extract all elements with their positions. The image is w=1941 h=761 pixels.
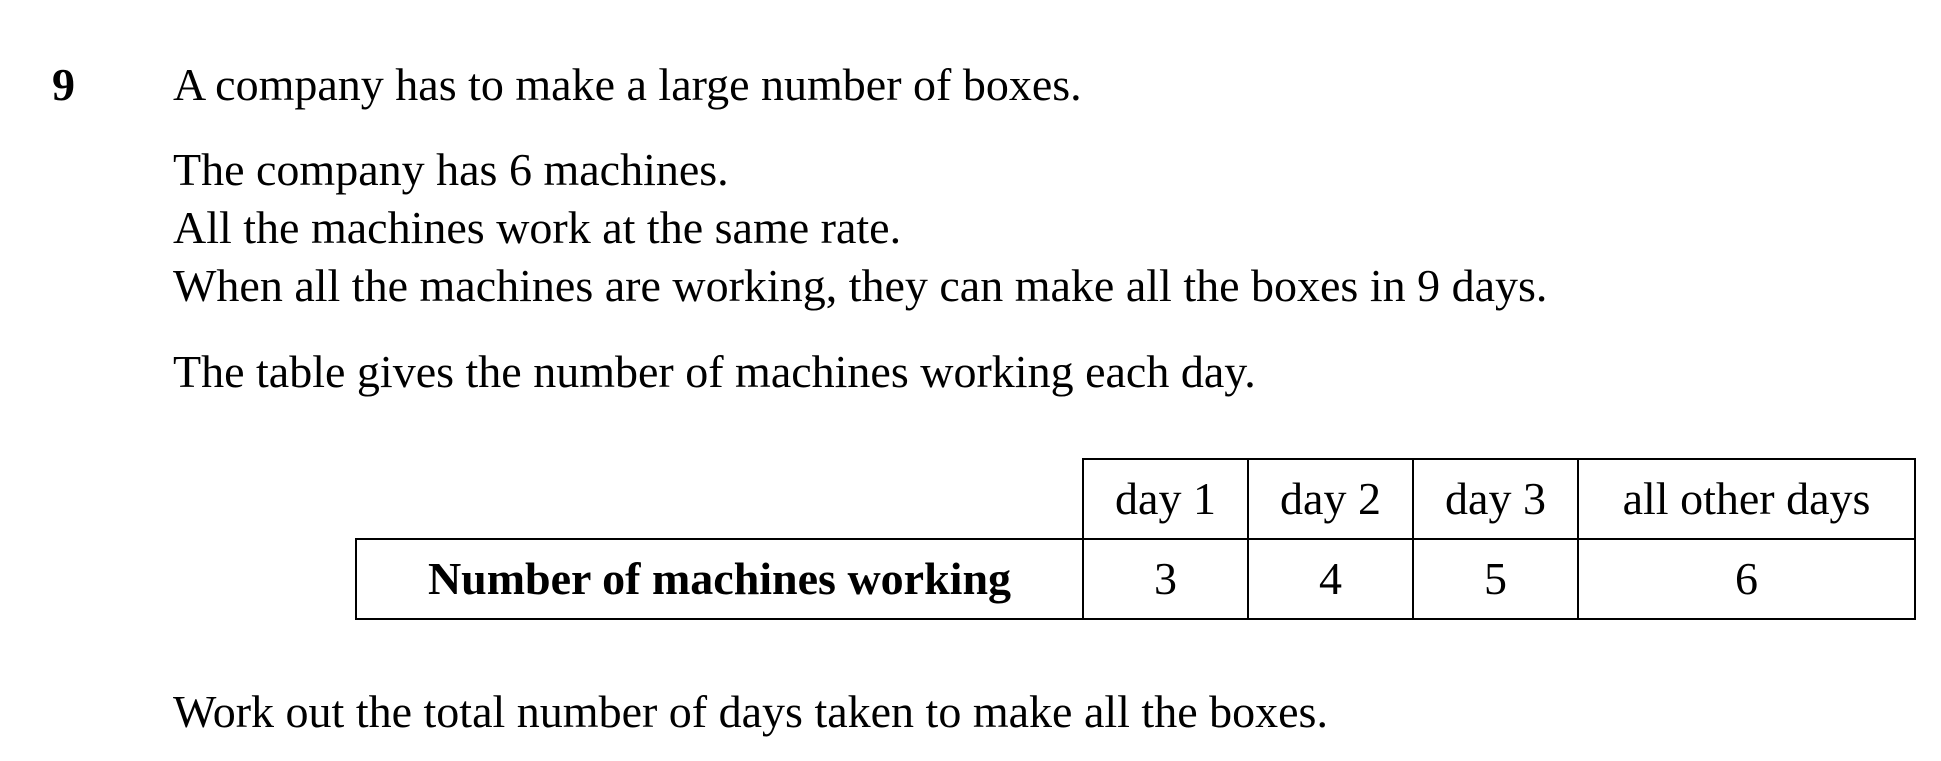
table-row [356, 539, 1915, 619]
question-text-line-1: A company has to make a large number of boxes. [173, 59, 1082, 110]
table-cell-day-2: 4 [1248, 539, 1413, 619]
question-text-line-5: The table gives the number of machines working each day. [173, 346, 1256, 397]
table-header-all-other-days: all other days [1578, 459, 1915, 539]
table-cell-day-1: 3 [1083, 539, 1248, 619]
table-row-label: Number of machines working [356, 539, 1083, 619]
question-text-line-3: All the machines work at the same rate. [173, 202, 902, 253]
table-corner-blank [356, 459, 1083, 539]
table-header-row [356, 459, 1915, 539]
table-cell-all-other-days: 6 [1578, 539, 1915, 619]
question-number: 9 [52, 59, 75, 110]
question-instruction: Work out the total number of days taken to make all the boxes. [173, 686, 1328, 737]
machines-table [355, 458, 1916, 620]
table-cell-day-3: 5 [1413, 539, 1578, 619]
table-header-day-1: day 1 [1083, 459, 1248, 539]
question-text-line-4: When all the machines are working, they can make all the boxes in 9 days. [173, 260, 1548, 311]
table-header-day-3: day 3 [1413, 459, 1578, 539]
table-header-day-2: day 2 [1248, 459, 1413, 539]
question-text-line-2: The company has 6 machines. [173, 144, 729, 195]
